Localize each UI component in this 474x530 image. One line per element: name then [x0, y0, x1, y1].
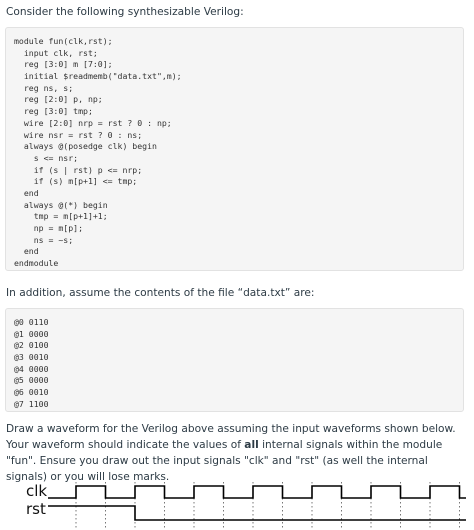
verilog-code-line: initial $readmemb("data.txt",m); [14, 71, 182, 82]
verilog-code-line: reg [3:0] tmp; [14, 106, 93, 117]
clk-signal-label: clk [26, 482, 48, 500]
instructions-text [6, 421, 468, 485]
data-file-line: @7 1100 [14, 398, 49, 409]
verilog-code-line: always @(*) begin [14, 199, 108, 210]
verilog-code-line: input clk, rst; [14, 47, 98, 58]
instructions-emphasis: all [244, 439, 259, 451]
data-file-intro: In addition, assume the contents of the file “data.txt” are: [6, 287, 315, 299]
data-file-line: @2 0100 [14, 340, 49, 351]
rst-signal-label: rst [26, 500, 46, 518]
verilog-code-line: reg ns, s; [14, 82, 74, 93]
verilog-code-line: module fun(clk,rst); [14, 36, 113, 46]
data-file-line: @1 0000 [14, 328, 49, 339]
verilog-code-line: wire [2:0] nrp = rst ? 0 : np; [14, 117, 172, 128]
intro-text: Consider the following synthesizable Verilog: [6, 6, 244, 18]
data-file-block [5, 308, 464, 412]
verilog-code-line: tmp = m[p+1]+1; [14, 211, 108, 222]
verilog-code-line: reg [3:0] m [7:0]; [14, 59, 113, 70]
data-file-line: @6 0010 [14, 387, 49, 398]
clk-waveform [48, 486, 466, 498]
waveform-svg [0, 478, 474, 530]
rst-waveform [48, 506, 466, 520]
verilog-code-line: np = m[p]; [14, 223, 84, 233]
data-file-line: @4 0000 [14, 363, 49, 374]
verilog-code-line: endmodule [14, 258, 59, 269]
input-waveform-diagram [0, 478, 474, 530]
data-file-contents [14, 317, 463, 411]
verilog-code-line: end [14, 246, 39, 257]
data-file-line: @0 0110 [14, 317, 49, 327]
instructions-part-2: internal signals within the module "fun". Ensure you draw out the input signals "clk" and "rst" (as well the internal signals) or you will lose marks. [6, 439, 443, 483]
verilog-code-line: ns = ~s; [14, 234, 74, 245]
cycle-gridlines [76, 482, 460, 528]
verilog-code-line: reg [2:0] p, np; [14, 94, 103, 105]
instructions-part-1: Draw a waveform for the Verilog above assuming the input waveforms shown below. Your waveform should indicate the values of [6, 423, 456, 451]
verilog-code-line: end [14, 187, 39, 198]
verilog-code-line: if (s | rst) p <= nrp; [14, 164, 143, 175]
data-file-line: @3 0010 [14, 352, 49, 363]
data-file-line: @5 0000 [14, 375, 49, 386]
verilog-code-line: if (s) m[p+1] <= tmp; [14, 176, 138, 187]
verilog-code-line: s <= nsr; [14, 152, 79, 163]
verilog-code [14, 36, 463, 270]
verilog-code-line: always @(posedge clk) begin [14, 141, 157, 152]
verilog-code-line: wire nsr = rst ? 0 : ns; [14, 129, 143, 140]
verilog-code-block [5, 27, 464, 271]
